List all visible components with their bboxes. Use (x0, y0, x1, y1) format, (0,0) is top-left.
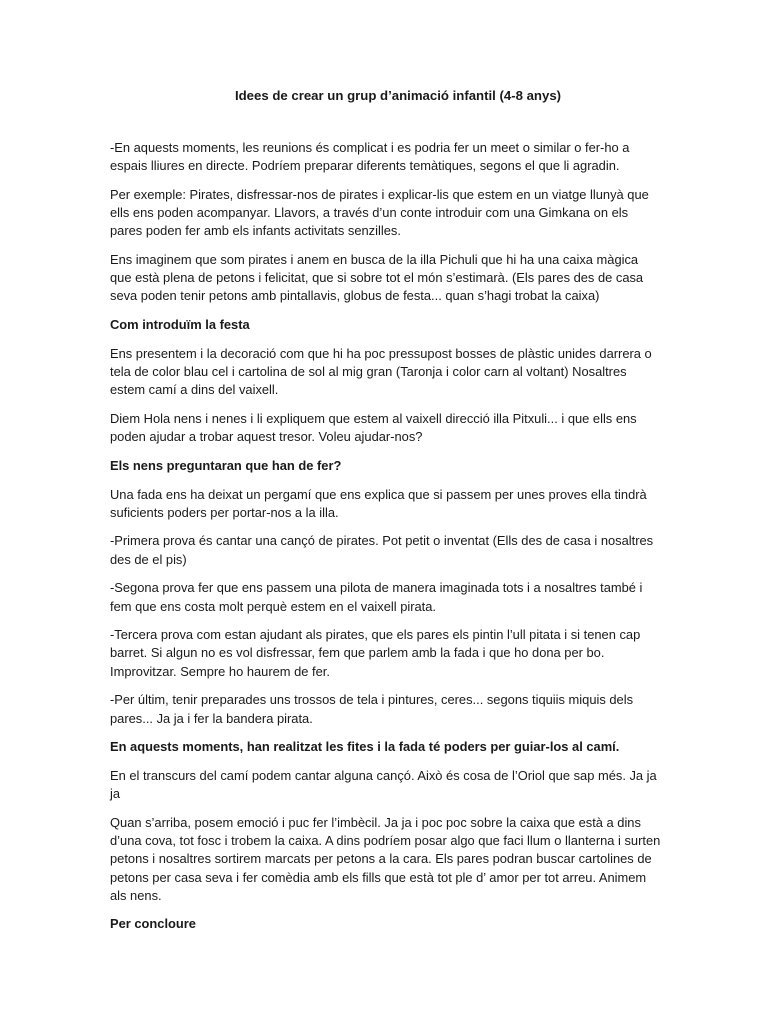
document-title: Idees de crear un grup d’animació infantil (4-8 anys) (234, 88, 562, 103)
paragraph-song-on-way: En el transcurs del camí podem cantar alguna cançó. Això és cosa de l’Oriol que sap més. Ja ja ja (110, 767, 657, 802)
paragraph-second-test: -Segona prova fer que ens passem una pilota de manera imaginada tots i a nosaltres també i fem que ens costa molt perquè estem en el vaixell pirata. (110, 580, 643, 614)
paragraph-last-test: -Per últim, tenir preparades uns trossos de tela i pintures, ceres... segons tiquiis miquis dels pares... Ja ja i fer la bandera pirata. (110, 692, 634, 726)
heading-introduce-party: Com introduïm la festa (110, 317, 250, 333)
paragraph-decoration: Ens presentem i la decoració com que hi ha poc pressupost bosses de plàstic unides darrera o tela de color blau cel i cartolina de sol al mig gran (Taronja i color carn al voltant) Nosaltres estem camí a dins del vaixell. (110, 345, 652, 398)
paragraph-pirates-example: Per exemple: Pirates, disfressar-nos de pirates i explicar-lis que estem en un viatge llunyà que ells ens poden acompanyar. Llavors, a través d’un conte introduir com una Gimkana on els pares poden fer amb els infants activitats senzilles. (110, 186, 649, 239)
paragraph-greeting: Diem Hola nens i nenes i li expliquem que estem al vaixell direcció illa Pitxuli... i que ells ens poden ajudar a trobar aquest tresor. Voleu ajudar-nos? (110, 410, 637, 445)
paragraph-first-test: -Primera prova és cantar una cançó de pirates. Pot petit o inventat (Ells des de casa i nosaltres des de el pis) (110, 533, 654, 567)
paragraph-arrival-box: Quan s’arriba, posem emoció i puc fer l’imbècil. Ja ja i poc poc sobre la caixa que està a dins d’una cova, tot fosc i trobem la caixa. A dins podríem posar algo que faci llum o llanterna i surten petons i nosaltres sortirem marcats per petons a la cara. Els pares podran buscar cartolines de petons per casa seva i fer comèdia amb els fills que està tot ple d’ amor per tot arreu. Animem als nens. (110, 814, 661, 903)
paragraph-fairy-parchment: Una fada ens ha deixat un pergamí que ens explica que si passem per unes proves ella tindrà suficients poders per portar-nos a la illa. (110, 486, 647, 520)
heading-conclusion: Per concloure (110, 916, 196, 932)
document-body (110, 139, 662, 944)
heading-milestones-done: En aquests moments, han realitzat les fites i la fada té poders per guiar-los al camí. (110, 739, 620, 755)
paragraph-third-test: -Tercera prova com estan ajudant als pirates, que els pares els pintin l’ull pitata i si tenen cap barret. Si algun no es vol disfressar, fem que parlem amb la fada i que ho dona per bo. Improvitzar. Sempre ho haurem de fer. (110, 627, 641, 679)
paragraph-intro-meetings: -En aquests moments, les reunions és complicat i es podria fer un meet o similar o fer-ho a espais lliures en directe. Podríem preparar diferents temàtiques, segons el que li agradin. (110, 140, 630, 174)
paragraph-island-pichuli: Ens imaginem que som pirates i anem en busca de la illa Pichuli que hi ha una caixa màgica que està plena de petons i felicitat, que si sobre tot el món s’estimarà. (Els pares des de casa seva poden tenir petons amb pintallavis, globus de festa... quan s’hagi trobat la caixa) (110, 252, 644, 304)
heading-children-ask: Els nens preguntaran que han de fer? (110, 457, 342, 473)
